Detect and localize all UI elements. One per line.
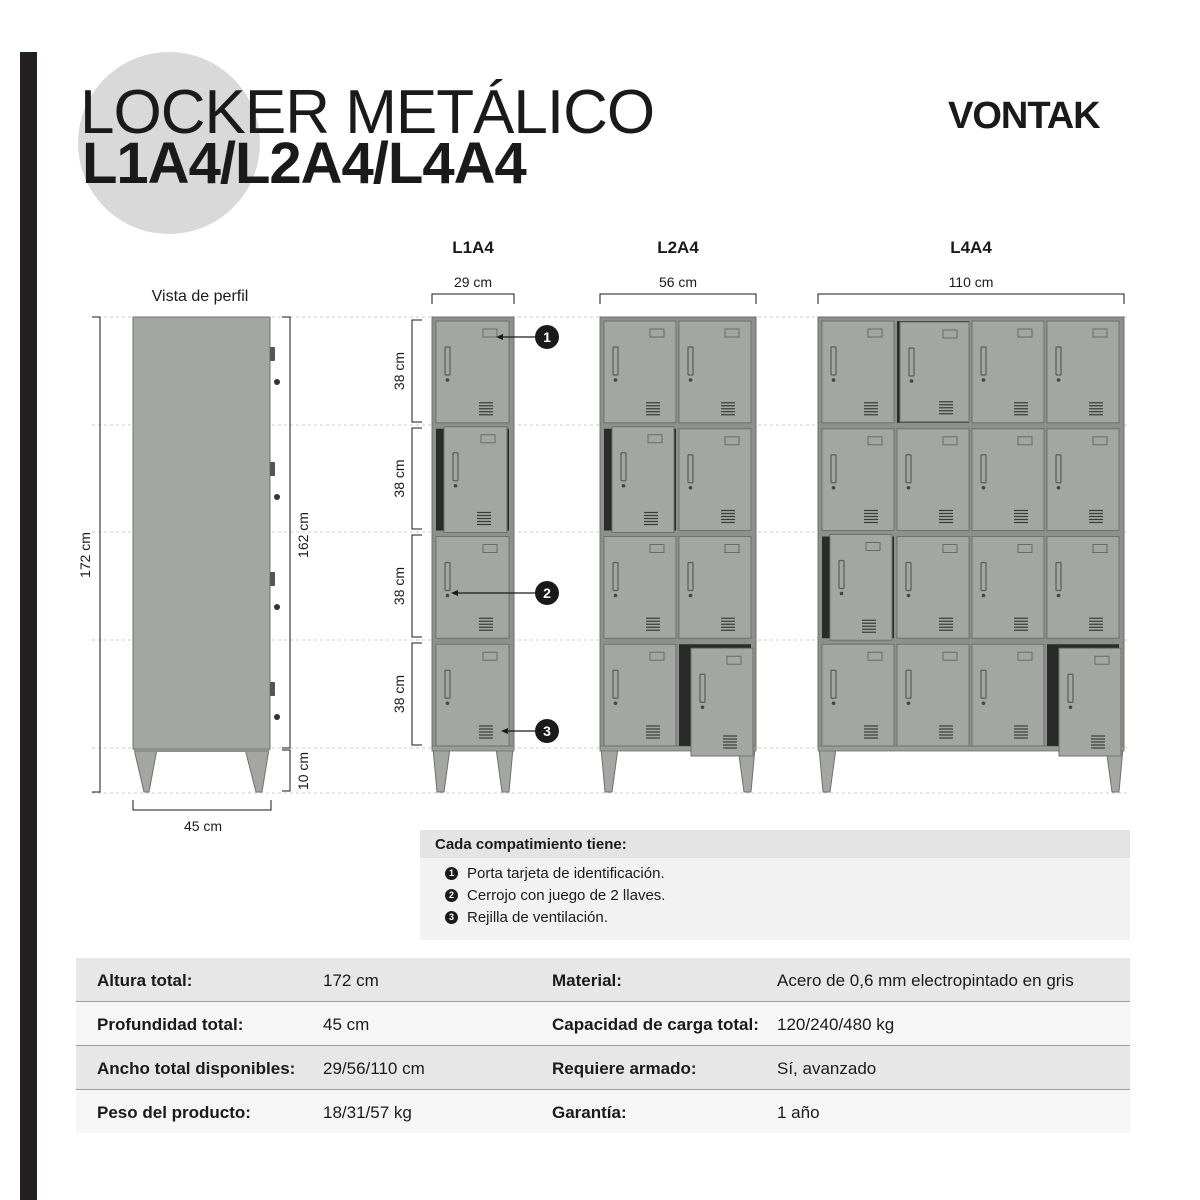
total-height-dim (92, 317, 100, 792)
door-lock (454, 484, 458, 488)
locker-front-views (432, 317, 1124, 792)
compartment-height-label: 38 cm (391, 459, 407, 498)
door-lock (614, 701, 618, 705)
spec-label: Garantía: (552, 1103, 627, 1122)
model-width-dim (818, 294, 1124, 304)
door-lock (1057, 594, 1061, 598)
spec-value: 18/31/57 kg (323, 1103, 412, 1122)
spec-value: 29/56/110 cm (323, 1059, 425, 1078)
features-box (420, 830, 1130, 940)
cabinet-leg (496, 748, 513, 792)
door-lock (982, 378, 986, 382)
profile-body (133, 317, 270, 749)
profile-base (134, 748, 269, 752)
spec-value: 45 cm (323, 1015, 370, 1034)
spec-label: Capacidad de carga total: (552, 1015, 759, 1034)
locker-l1a4 (432, 317, 514, 792)
door-lock (982, 594, 986, 598)
locker-door (1047, 429, 1119, 531)
locker-door (972, 537, 1044, 639)
locker-door (604, 321, 676, 423)
spec-label: Requiere armado: (552, 1059, 697, 1078)
spec-label: Altura total: (97, 971, 193, 990)
door-lock (446, 378, 450, 382)
spec-label: Peso del producto: (97, 1103, 251, 1122)
profile-handle (270, 682, 275, 696)
locker-door (1047, 537, 1119, 639)
door-lock (446, 701, 450, 705)
spec-label: Profundidad total: (97, 1015, 244, 1034)
locker-door (679, 537, 751, 639)
feature-text: Porta tarjeta de identificación. (467, 865, 665, 882)
locker-door (436, 537, 509, 639)
door-lock (907, 701, 911, 705)
door-lock (701, 705, 705, 709)
features-header (420, 830, 1130, 858)
depth-label: 45 cm (183, 818, 223, 834)
model-name: L1A4 (452, 238, 494, 257)
compartment-height-dim (412, 428, 422, 529)
spec-value: Acero de 0,6 mm electropintado en gris (777, 971, 1074, 990)
legs-height-label: 10 cm (295, 751, 311, 791)
door-lock (622, 484, 626, 488)
cabinet-leg (819, 748, 836, 792)
profile-lock (274, 494, 280, 500)
compartment-height-label: 38 cm (391, 674, 407, 714)
compartment-height-dim (412, 535, 422, 637)
feature-item (445, 887, 665, 904)
profile-lock (274, 714, 280, 720)
compartment-height-label: 38 cm (391, 351, 407, 391)
model-name: L2A4 (657, 238, 699, 257)
body-height-label: 162 cm (295, 512, 311, 558)
cabinet-leg (601, 748, 618, 792)
profile-handle (270, 462, 275, 476)
door-lock (1057, 378, 1061, 382)
callout-number: 1 (543, 329, 551, 345)
locker-door (604, 644, 676, 746)
compartment-height-label: 38 cm (391, 566, 407, 606)
callout-number: 3 (543, 723, 551, 739)
legs-height-dim (282, 750, 290, 791)
door-lock (689, 486, 693, 490)
feature-number: 2 (445, 889, 458, 902)
callout-number: 2 (543, 585, 551, 601)
door-lock (910, 379, 914, 383)
model-width-label: 110 cm (948, 274, 994, 290)
compartment-height-dim (412, 643, 422, 745)
model-width-label: 56 cm (658, 274, 698, 290)
door-lock (832, 701, 836, 705)
profile-leg-left (134, 749, 157, 792)
locker-door (897, 429, 969, 531)
total-height-label: 172 cm (77, 532, 93, 578)
features-title: Cada compatimiento tiene: (435, 836, 627, 853)
locker-door (972, 429, 1044, 531)
door-lock (614, 378, 618, 382)
locker-door (822, 429, 894, 531)
feature-item (445, 909, 608, 926)
locker-door (900, 322, 969, 422)
model-width-dim (432, 294, 514, 304)
locker-l4a4 (818, 317, 1124, 792)
feature-text: Cerrojo con juego de 2 llaves. (467, 887, 666, 904)
feature-item (445, 865, 665, 882)
door-lock (446, 594, 450, 598)
profile-view (133, 317, 280, 792)
profile-leg-right (245, 749, 269, 792)
locker-door (679, 429, 751, 531)
locker-door (897, 537, 969, 639)
body-height-dim (282, 317, 290, 748)
locker-door (679, 321, 751, 423)
door-lock (832, 486, 836, 490)
door-lock (840, 592, 844, 596)
spec-row (76, 958, 1130, 1001)
profile-lock (274, 379, 280, 385)
cabinet-leg (433, 748, 450, 792)
model-width-dim (600, 294, 756, 304)
feature-text: Rejilla de ventilación. (467, 909, 608, 926)
spec-value: Sí, avanzado (777, 1059, 877, 1078)
locker-door (1047, 321, 1119, 423)
spec-row (76, 1002, 1130, 1045)
page-title: LOCKER METÁLICO (80, 78, 655, 147)
profile-lock (274, 604, 280, 610)
door-lock (1069, 705, 1073, 709)
locker-door (972, 644, 1044, 746)
feature-number: 1 (445, 867, 458, 880)
door-lock (689, 594, 693, 598)
compartment-height-dim (412, 320, 422, 422)
cabinet-base (432, 746, 514, 751)
spec-value: 120/240/480 kg (777, 1015, 895, 1034)
door-lock (907, 594, 911, 598)
spec-label: Material: (552, 971, 622, 990)
locker-door (436, 644, 509, 746)
door-lock (832, 378, 836, 382)
spec-value: 172 cm (323, 971, 379, 990)
door-lock (982, 701, 986, 705)
locker-door (897, 644, 969, 746)
profile-view-label: Vista de perfil (151, 288, 249, 305)
profile-handle (270, 347, 275, 361)
model-width-label: 29 cm (453, 274, 493, 290)
locker-door (972, 321, 1044, 423)
profile-handle (270, 572, 275, 586)
locker-door (822, 321, 894, 423)
door-lock (614, 594, 618, 598)
door-lock (982, 486, 986, 490)
locker-door (604, 537, 676, 639)
model-codes-title: L1A4/L2A4/L4A4 (82, 131, 526, 196)
locker-door (822, 644, 894, 746)
brand-logo: VONTAK (948, 95, 1100, 137)
door-lock (907, 486, 911, 490)
model-name: L4A4 (950, 238, 992, 257)
spec-row (76, 1046, 1130, 1089)
feature-number: 3 (445, 911, 458, 924)
spec-label: Ancho total disponibles: (97, 1059, 296, 1078)
depth-dim (133, 800, 271, 810)
spec-row (76, 1090, 1130, 1133)
specs-table (76, 958, 1130, 1134)
locker-l2a4 (600, 317, 756, 792)
door-lock (689, 378, 693, 382)
spec-value: 1 año (777, 1103, 820, 1122)
door-lock (1057, 486, 1061, 490)
